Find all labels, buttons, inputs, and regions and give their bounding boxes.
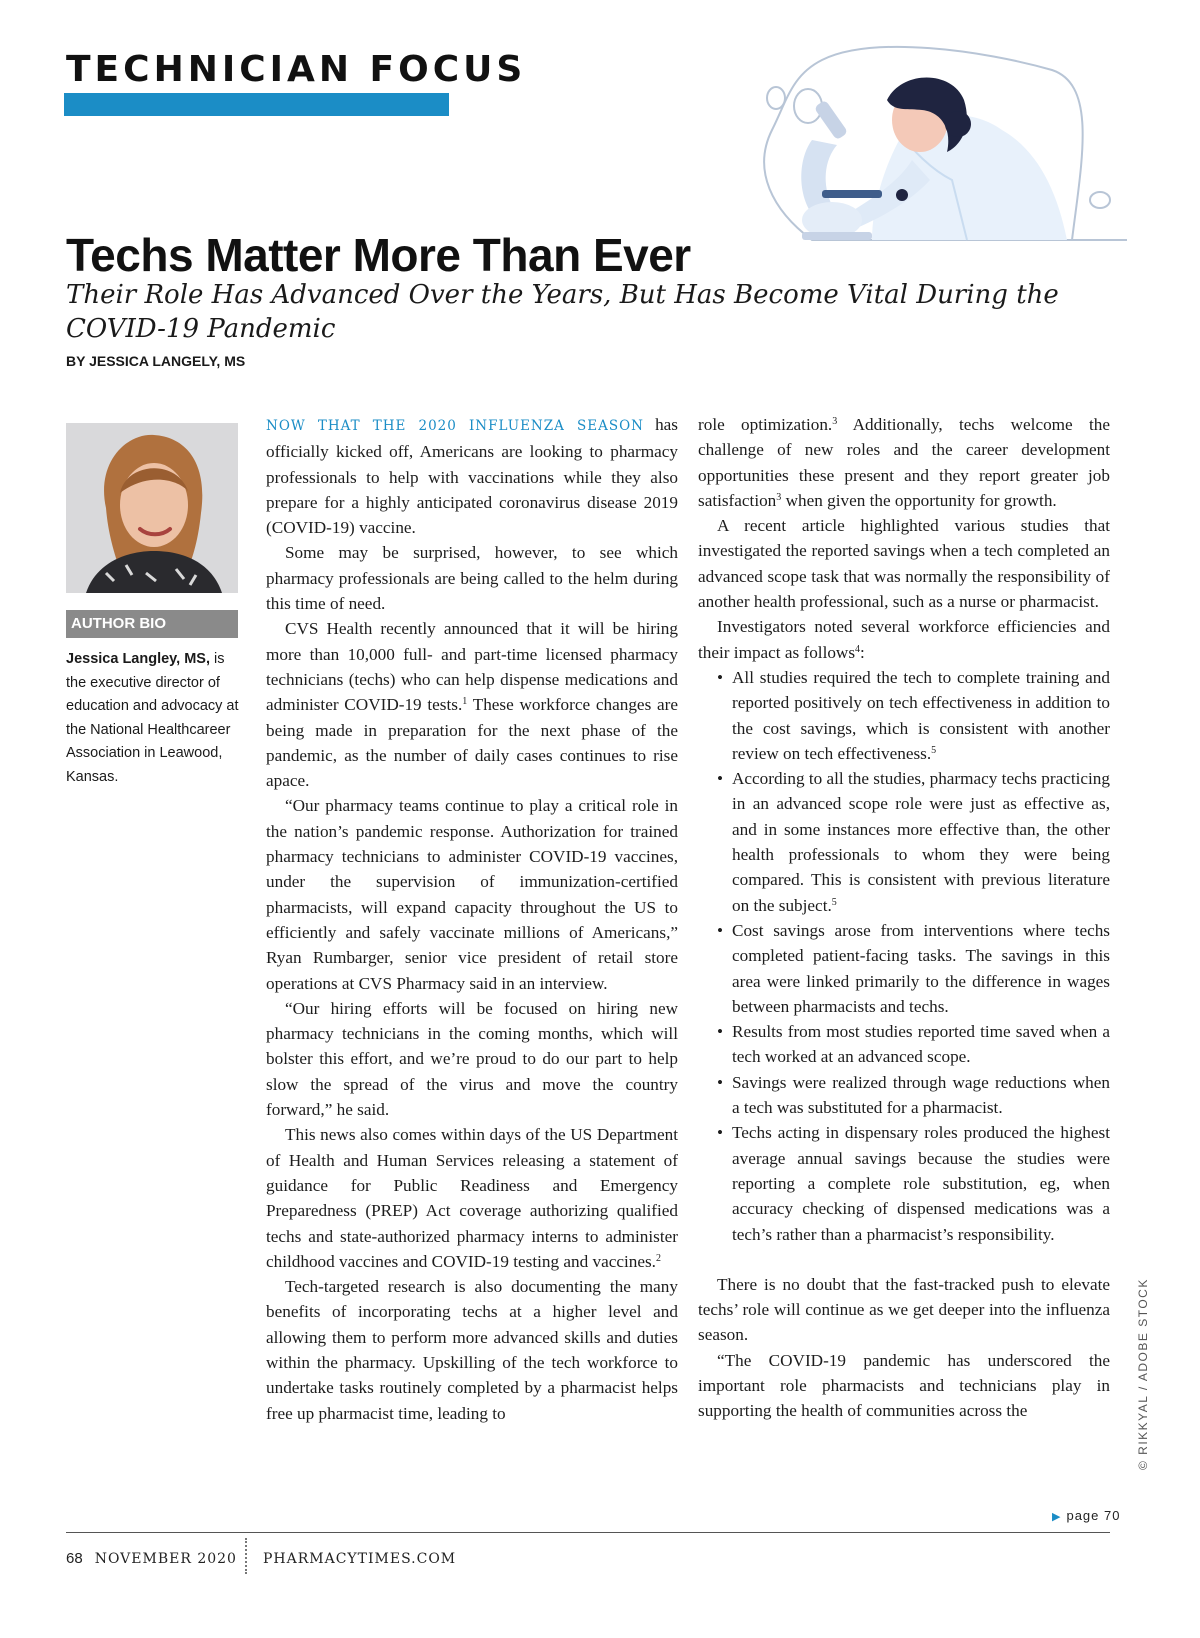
paragraph-text: Additionally, techs welcome the challenge of new roles and the career development opportunities these present and they report greater job satisfaction <box>698 415 1110 510</box>
findings-list <box>698 665 1110 1247</box>
article-title: Techs Matter More Than Ever <box>66 229 691 281</box>
paragraph <box>266 412 678 540</box>
paragraph-text: has officially kicked off, Americans are looking to pharmacy professionals to help with vaccinations while they also prepare for a highly anticipated coronavirus disease 2019 (COVID-19) vaccine. <box>266 415 678 538</box>
paragraph <box>266 616 678 793</box>
image-credit: © RIKKYAL / ADOBE STOCK <box>1136 1278 1150 1470</box>
list-item: • According to all the studies, pharmacy techs practicing in an advanced scope role were just as effective as, and in some instances more effective than, the other health professionals to whom they were being compared. This is consistent with previous literature on the subject.$^5$ <box>698 766 1110 918</box>
list-item: • All studies required the tech to complete training and reported positively on tech effectiveness in addition to the cost savings, which is consistent with another review on tech effectiveness.$^5$ <box>698 665 1110 766</box>
author-photo <box>66 423 238 593</box>
paragraph-text: when given the opportunity for growth. <box>781 490 1057 510</box>
triangle-right-icon: ▶ <box>1052 1511 1062 1523</box>
footer <box>66 1550 456 1567</box>
paragraph: Tech-targeted research is also documenting the many benefits of incorporating techs at a higher level and allowing them to perform more advanced skills and duties within the pharmacy. Upskilling of the tech workforce to undertake tasks routinely completed by a pharmacist helps free up pharmacist time, leading to <box>266 1277 678 1423</box>
article-column-2 <box>698 412 1110 1424</box>
list-item: • Savings were realized through wage reductions when a tech was substituted for a pharmacist. <box>698 1070 1110 1121</box>
paragraph <box>698 614 1110 665</box>
scientist-microscope-illustration <box>752 40 1132 255</box>
author-bio-label: AUTHOR BIO <box>66 610 238 638</box>
paragraph: “The COVID-19 pandemic has underscored the important role pharmacists and technicians play in supporting the health of communities across the <box>698 1350 1110 1421</box>
continued-link[interactable] <box>1052 1508 1120 1523</box>
footer-rule <box>66 1532 1110 1533</box>
reference-marker: 3 <box>832 416 838 427</box>
article-column-1 <box>266 412 678 1426</box>
paragraph-text: These workforce changes are being made in preparation for the next phase of the pandemic, as the number of daily cases continues to rise apace. <box>266 695 678 791</box>
article-subtitle: Their Role Has Advanced Over the Years, But Has Become Vital During the COVID-19 Pandemic <box>66 280 1059 344</box>
reference-marker: 2 <box>655 1252 661 1264</box>
section-accent-bar <box>64 93 449 116</box>
paragraph: There is no doubt that the fast-tracked push to elevate techs’ role will continue as we get deeper into the influenza season. <box>698 1274 1110 1345</box>
author-headshot <box>66 423 238 593</box>
reference-marker: 3 <box>776 491 782 503</box>
paragraph-text: role optimization. <box>698 415 833 434</box>
paragraph <box>698 412 1110 513</box>
list-item: • Techs acting in dispensary roles produced the highest average annual savings because the studies were reporting a complete role substitution, eg, when accuracy checking of dispensed medications was a tech’s rather than a pharmacist’s responsibility. <box>698 1120 1110 1246</box>
section-label: TECHNICIAN FOCUS <box>66 49 527 90</box>
reference-marker: 4 <box>855 643 861 655</box>
reference-marker: 5 <box>831 896 837 908</box>
author-bio <box>66 648 246 789</box>
author-bio-description: is the executive director of education and advocacy at the National Healthcareer Association in Leawood, Kansas. <box>66 651 239 785</box>
continued-label: page 70 <box>1066 1508 1121 1523</box>
spacer <box>698 1247 1110 1272</box>
site-link[interactable]: PHARMACYTIMES.COM <box>262 1551 457 1567</box>
paragraph-text: This news also comes within days of the US Department of Health and Human Services releasing a statement of guidance for Public Readiness and Emergency Preparedness (PREP) Act coverage authorizing qualified techs and state-authorized pharmacy interns to administer childhood vaccines and COVID-19 testing and vaccines. <box>266 1125 678 1271</box>
page-number: 68 <box>66 1550 83 1567</box>
paragraph: A recent article highlighted various studies that investigated the reported savings when a tech completed an advanced scope task that was normally the responsibility of another health professional, such as a nurse or pharmacist. <box>698 516 1110 612</box>
lead-in: NOW THAT THE 2020 INFLUENZA SEASON <box>266 418 644 434</box>
issue-date: NOVEMBER 2020 <box>94 1551 237 1567</box>
paragraph: “Our pharmacy teams continue to play a critical role in the nation’s pandemic response. Authorization for trained pharmacy technicians to administer COVID-19 vaccines, under the supervision of immunization-certified pharmacists, will expand capacity throughout the US to efficiently and safely vaccinate millions of Americans,” Ryan Rumbarger, senior vice president of retail store operations at CVS Pharmacy said in an interview. <box>266 796 678 993</box>
reference-marker: 1 <box>462 696 468 708</box>
paragraph <box>266 1122 678 1274</box>
paragraph-text: Investigators noted several workforce efficiencies and their impact as follows <box>698 617 1110 662</box>
list-item: • Cost savings arose from interventions where techs completed patient-facing tasks. The savings in this area were linked primarily to the difference in wages between pharmacists and techs. <box>698 918 1110 1019</box>
byline: BY JESSICA LANGELY, MS <box>66 353 246 369</box>
author-name: Jessica Langley, MS, <box>66 651 210 667</box>
reference-marker: 5 <box>931 744 937 756</box>
list-item: • Results from most studies reported time saved when a tech worked at an advanced scope. <box>698 1019 1110 1070</box>
paragraph-text: CVS Health recently announced that it will be hiring more than 10,000 full- and part-time licensed pharmacy technicians (techs) who can help dispense medications and administer COVID-19 tests. <box>266 619 678 715</box>
paragraph-text: : <box>860 642 865 662</box>
paragraph: Some may be surprised, however, to see which pharmacy professionals are being called to the helm during this time of need. <box>266 543 678 614</box>
paragraph: “Our hiring efforts will be focused on hiring new pharmacy technicians in the coming months, which will bolster this effort, and we’re proud to do our part to help slow the spread of the virus and move the country forward,” he said. <box>266 998 678 1120</box>
